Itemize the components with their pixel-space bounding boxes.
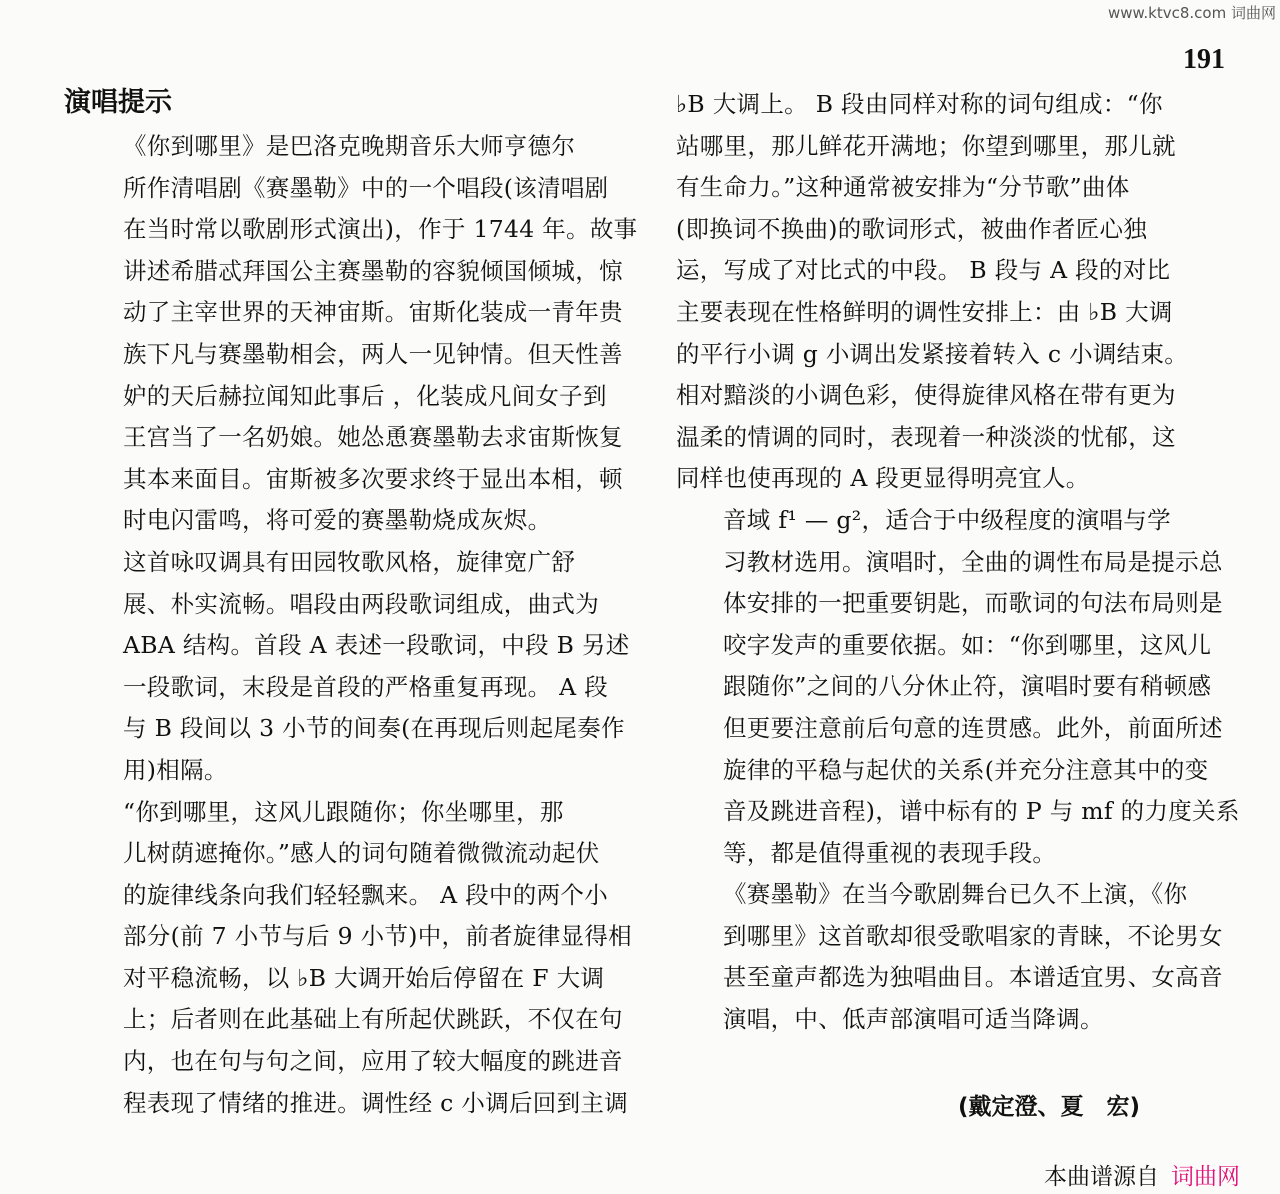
text-line: 上；后者则在此基础上有所起伏跳跃，不仅在句 (123, 1005, 623, 1034)
text-line: 站哪里，那儿鲜花开满地；你望到哪里，那儿就 (676, 131, 1176, 160)
text-line: ABA 结构。首段 A 表述一段歌词，中段 B 另述 (123, 631, 630, 660)
text-line: 时电闪雷鸣，将可爱的赛墨勒烧成灰烬。 (123, 506, 552, 535)
text-line: 但更要注意前后句意的连贯感。此外，前面所述 (723, 713, 1223, 742)
page-number: 191 (1183, 44, 1225, 75)
author-attribution: (戴定澄、夏 宏) (958, 1094, 1141, 1120)
text-line: 跟随你”之间的八分休止符，演唱时要有稍顿感 (723, 672, 1212, 701)
site-watermark-top: www.ktvc8.com 词曲网 (1107, 4, 1276, 22)
text-line: 习教材选用。演唱时，全曲的调性布局是提示总 (723, 547, 1223, 576)
text-line: 族下凡与赛墨勒相会，两人一见钟情。但天性善 (123, 339, 623, 368)
text-line: 对平稳流畅，以 ♭B 大调开始后停留在 F 大调 (123, 963, 605, 992)
paragraph (76, 542, 630, 792)
text-line: 儿树荫遮掩你。”感人的词句随着微微流动起伏 (123, 839, 600, 868)
text-line: 主要表现在性格鲜明的调性安排上：由 ♭B 大调 (676, 297, 1173, 326)
text-line: 讲述希腊忒拜国公主赛墨勒的容貌倾国倾城，惊 (123, 256, 623, 285)
text-line: 运，写成了对比式的中段。 B 段与 A 段的对比 (676, 256, 1171, 285)
text-line: 妒的天后赫拉闻知此事后 ，化装成凡间女子到 (123, 381, 607, 410)
paragraph (76, 126, 638, 542)
text-line: “你到哪里，这风儿跟随你；你坐哪里，那 (123, 797, 564, 826)
paragraph (76, 792, 632, 1125)
text-line: 内，也在句与句之间，应用了较大幅度的跳进音 (123, 1047, 623, 1076)
text-line: 的平行小调 g 小调出发紧接着转入 c 小调结束。 (676, 339, 1189, 368)
text-line: 咬字发声的重要依据。如：“你到哪里，这风儿 (723, 630, 1212, 659)
text-line: 甚至童声都选为独唱曲目。本谱适宜男、女高音 (723, 963, 1223, 992)
text-line: 温柔的情调的同时，表现着一种淡淡的忧郁，这 (676, 422, 1176, 451)
text-line: 到哪里》这首歌却很受歌唱家的青睐，不论男女 (723, 921, 1223, 950)
text-line: 一段歌词，末段是首段的严格重复再现。 A 段 (123, 672, 609, 701)
text-line: 音及跳进音程)，谱中标有的 P 与 mf 的力度关系 (723, 797, 1240, 826)
text-line: 展、朴实流畅。唱段由两段歌词组成，曲式为 (123, 589, 599, 618)
text-line: 体安排的一把重要钥匙，而歌词的句法布局则是 (723, 589, 1223, 618)
text-line: 所作清唱剧《赛墨勒》中的一个唱段(该清唱剧 (123, 173, 609, 202)
text-line: 《你到哪里》是巴洛克晚期音乐大师亨德尔 (123, 132, 576, 160)
text-line: 在当时常以歌剧形式演出)，作于 1744 年。故事 (123, 215, 638, 244)
text-line: 王宫当了一名奶娘。她怂恿赛墨勒去求宙斯恢复 (123, 423, 623, 452)
paragraph (676, 500, 1240, 874)
text-line: 的旋律线条向我们轻轻飘来。 A 段中的两个小 (123, 880, 609, 909)
paragraph (676, 874, 1228, 1040)
text-line: 与 B 段间以 3 小节的间奏(在再现后则起尾奏作 (123, 714, 625, 743)
text-line: 同样也使再现的 A 段更显得明亮宜人。 (676, 464, 1090, 493)
left-text-column (76, 126, 638, 1124)
text-line: (即换词不换曲)的歌词形式，被曲作者匠心独 (676, 214, 1148, 243)
paragraph (676, 84, 1228, 500)
section-title: 演唱提示 (64, 87, 172, 118)
watermark-source-text: 本曲谱源自 (1044, 1164, 1159, 1190)
text-line: 相对黯淡的小调色彩，使得旋律风格在带有更为 (676, 381, 1176, 410)
right-text-column (676, 84, 1240, 1041)
site-watermark-bottom (1044, 1158, 1240, 1191)
text-line: 旋律的平稳与起伏的关系(并充分注意其中的变 (723, 755, 1209, 784)
text-line: 程表现了情绪的推进。调性经 c 小调后回到主调 (123, 1088, 629, 1117)
text-line: ♭B 大调上。 B 段由同样对称的词句组成：“你 (676, 90, 1163, 118)
text-line: 演唱，中、低声部演唱可适当降调。 (723, 1005, 1104, 1034)
text-line: 动了主宰世界的天神宙斯。宙斯化装成一青年贵 (123, 298, 623, 327)
text-line: 这首咏叹调具有田园牧歌风格，旋律宽广舒 (123, 547, 576, 576)
text-line: 用)相隔。 (123, 755, 228, 784)
text-line: 音域 f¹ — g²，适合于中级程度的演唱与学 (723, 505, 1171, 534)
watermark-site-name: 词曲网 (1171, 1164, 1240, 1190)
text-line: 等，都是值得重视的表现手段。 (723, 838, 1057, 867)
text-line: 《赛墨勒》在当今歌剧舞台已久不上演，《你 (723, 880, 1188, 909)
text-line: 其本来面目。宙斯被多次要求终于显出本相，顿 (123, 464, 623, 493)
text-line: 有生命力。”这种通常被安排为“分节歌”曲体 (676, 173, 1130, 202)
text-line: 部分(前 7 小节与后 9 小节)中，前者旋律显得相 (123, 922, 632, 951)
